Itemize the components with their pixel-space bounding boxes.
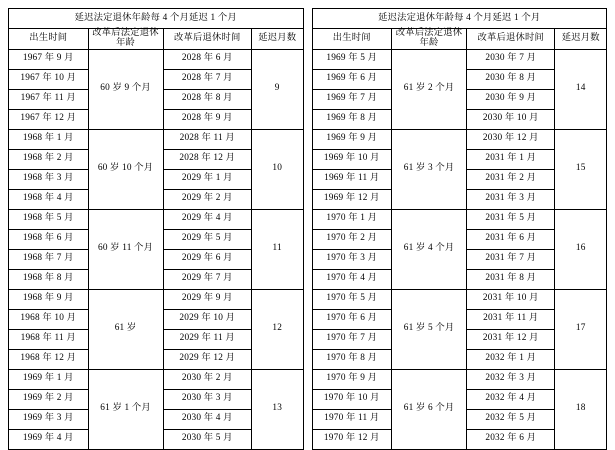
birth-date-cell: 1968 年 9 月 bbox=[9, 289, 89, 309]
table-body-right bbox=[312, 9, 607, 450]
retirement-schedule-table-right bbox=[312, 8, 608, 450]
table-title-row bbox=[9, 9, 304, 29]
retirement-schedule-table-left bbox=[8, 8, 304, 450]
retirement-age-cell: 60 岁 11 个月 bbox=[88, 209, 163, 289]
column-header: 改革后退休时间 bbox=[467, 29, 555, 50]
birth-date-cell: 1970 年 12 月 bbox=[312, 429, 392, 449]
retirement-date-cell: 2031 年 7 月 bbox=[467, 249, 555, 269]
column-header: 改革后退休时间 bbox=[163, 29, 251, 50]
table-row bbox=[9, 369, 304, 389]
delay-months-cell: 16 bbox=[555, 209, 607, 289]
retirement-date-cell: 2029 年 11 月 bbox=[163, 329, 251, 349]
birth-date-cell: 1970 年 11 月 bbox=[312, 409, 392, 429]
delay-months-cell: 17 bbox=[555, 289, 607, 369]
table-row bbox=[9, 49, 304, 69]
retirement-age-cell: 61 岁 3 个月 bbox=[392, 129, 467, 209]
delay-months-cell: 15 bbox=[555, 129, 607, 209]
delay-months-cell: 18 bbox=[555, 369, 607, 449]
table-body-left bbox=[9, 9, 304, 450]
delay-months-cell: 12 bbox=[251, 289, 303, 369]
birth-date-cell: 1967 年 10 月 bbox=[9, 69, 89, 89]
birth-date-cell: 1969 年 3 月 bbox=[9, 409, 89, 429]
delay-months-cell: 14 bbox=[555, 49, 607, 129]
birth-date-cell: 1968 年 10 月 bbox=[9, 309, 89, 329]
retirement-date-cell: 2028 年 11 月 bbox=[163, 129, 251, 149]
retirement-age-cell: 61 岁 6 个月 bbox=[392, 369, 467, 449]
delay-months-cell: 13 bbox=[251, 369, 303, 449]
birth-date-cell: 1969 年 10 月 bbox=[312, 149, 392, 169]
table-row bbox=[9, 289, 304, 309]
birth-date-cell: 1969 年 1 月 bbox=[9, 369, 89, 389]
retirement-date-cell: 2029 年 7 月 bbox=[163, 269, 251, 289]
birth-date-cell: 1969 年 8 月 bbox=[312, 109, 392, 129]
retirement-date-cell: 2032 年 1 月 bbox=[467, 349, 555, 369]
retirement-date-cell: 2031 年 3 月 bbox=[467, 189, 555, 209]
schedule-table-left-wrapper bbox=[8, 8, 304, 444]
table-row bbox=[312, 209, 607, 229]
birth-date-cell: 1970 年 6 月 bbox=[312, 309, 392, 329]
retirement-date-cell: 2030 年 10 月 bbox=[467, 109, 555, 129]
column-header: 延迟月数 bbox=[251, 29, 303, 50]
retirement-date-cell: 2029 年 4 月 bbox=[163, 209, 251, 229]
retirement-date-cell: 2032 年 4 月 bbox=[467, 389, 555, 409]
birth-date-cell: 1970 年 3 月 bbox=[312, 249, 392, 269]
birth-date-cell: 1970 年 7 月 bbox=[312, 329, 392, 349]
retirement-date-cell: 2030 年 2 月 bbox=[163, 369, 251, 389]
retirement-date-cell: 2030 年 3 月 bbox=[163, 389, 251, 409]
birth-date-cell: 1969 年 6 月 bbox=[312, 69, 392, 89]
birth-date-cell: 1969 年 5 月 bbox=[312, 49, 392, 69]
retirement-date-cell: 2028 年 9 月 bbox=[163, 109, 251, 129]
retirement-date-cell: 2031 年 12 月 bbox=[467, 329, 555, 349]
birth-date-cell: 1970 年 5 月 bbox=[312, 289, 392, 309]
delay-months-cell: 10 bbox=[251, 129, 303, 209]
delay-months-cell: 9 bbox=[251, 49, 303, 129]
retirement-age-cell: 61 岁 5 个月 bbox=[392, 289, 467, 369]
birth-date-cell: 1969 年 4 月 bbox=[9, 429, 89, 449]
table-title: 延迟法定退休年龄每 4 个月延迟 1 个月 bbox=[312, 9, 607, 29]
retirement-date-cell: 2028 年 12 月 bbox=[163, 149, 251, 169]
table-title-row bbox=[312, 9, 607, 29]
birth-date-cell: 1968 年 4 月 bbox=[9, 189, 89, 209]
table-title: 延迟法定退休年龄每 4 个月延迟 1 个月 bbox=[9, 9, 304, 29]
column-header: 出生时间 bbox=[312, 29, 392, 50]
retirement-date-cell: 2029 年 9 月 bbox=[163, 289, 251, 309]
table-row bbox=[312, 129, 607, 149]
birth-date-cell: 1968 年 6 月 bbox=[9, 229, 89, 249]
column-header: 出生时间 bbox=[9, 29, 89, 50]
birth-date-cell: 1968 年 7 月 bbox=[9, 249, 89, 269]
column-header: 延迟月数 bbox=[555, 29, 607, 50]
birth-date-cell: 1970 年 1 月 bbox=[312, 209, 392, 229]
retirement-age-cell: 61 岁 2 个月 bbox=[392, 49, 467, 129]
table-header-row bbox=[312, 29, 607, 50]
retirement-date-cell: 2029 年 12 月 bbox=[163, 349, 251, 369]
retirement-date-cell: 2028 年 8 月 bbox=[163, 89, 251, 109]
retirement-date-cell: 2030 年 7 月 bbox=[467, 49, 555, 69]
retirement-date-cell: 2030 年 4 月 bbox=[163, 409, 251, 429]
table-row bbox=[312, 49, 607, 69]
birth-date-cell: 1970 年 10 月 bbox=[312, 389, 392, 409]
birth-date-cell: 1968 年 12 月 bbox=[9, 349, 89, 369]
birth-date-cell: 1967 年 12 月 bbox=[9, 109, 89, 129]
retirement-date-cell: 2031 年 8 月 bbox=[467, 269, 555, 289]
table-row bbox=[312, 289, 607, 309]
schedule-table-right-wrapper bbox=[312, 8, 608, 444]
column-header: 改革后法定退休年龄 bbox=[392, 29, 467, 50]
retirement-date-cell: 2030 年 12 月 bbox=[467, 129, 555, 149]
retirement-age-cell: 61 岁 bbox=[88, 289, 163, 369]
retirement-date-cell: 2029 年 10 月 bbox=[163, 309, 251, 329]
retirement-date-cell: 2029 年 1 月 bbox=[163, 169, 251, 189]
retirement-age-cell: 61 岁 1 个月 bbox=[88, 369, 163, 449]
birth-date-cell: 1967 年 11 月 bbox=[9, 89, 89, 109]
retirement-date-cell: 2032 年 6 月 bbox=[467, 429, 555, 449]
birth-date-cell: 1968 年 1 月 bbox=[9, 129, 89, 149]
birth-date-cell: 1968 年 3 月 bbox=[9, 169, 89, 189]
table-row bbox=[312, 369, 607, 389]
retirement-date-cell: 2029 年 6 月 bbox=[163, 249, 251, 269]
table-row bbox=[9, 129, 304, 149]
birth-date-cell: 1970 年 2 月 bbox=[312, 229, 392, 249]
birth-date-cell: 1968 年 11 月 bbox=[9, 329, 89, 349]
retirement-age-cell: 60 岁 10 个月 bbox=[88, 129, 163, 209]
birth-date-cell: 1970 年 9 月 bbox=[312, 369, 392, 389]
table-row bbox=[9, 209, 304, 229]
retirement-date-cell: 2030 年 8 月 bbox=[467, 69, 555, 89]
retirement-date-cell: 2031 年 1 月 bbox=[467, 149, 555, 169]
table-header-row bbox=[9, 29, 304, 50]
birth-date-cell: 1968 年 8 月 bbox=[9, 269, 89, 289]
retirement-date-cell: 2031 年 10 月 bbox=[467, 289, 555, 309]
birth-date-cell: 1969 年 2 月 bbox=[9, 389, 89, 409]
birth-date-cell: 1969 年 12 月 bbox=[312, 189, 392, 209]
birth-date-cell: 1970 年 4 月 bbox=[312, 269, 392, 289]
birth-date-cell: 1969 年 7 月 bbox=[312, 89, 392, 109]
retirement-date-cell: 2032 年 3 月 bbox=[467, 369, 555, 389]
birth-date-cell: 1968 年 2 月 bbox=[9, 149, 89, 169]
retirement-date-cell: 2028 年 6 月 bbox=[163, 49, 251, 69]
delay-months-cell: 11 bbox=[251, 209, 303, 289]
retirement-age-cell: 61 岁 4 个月 bbox=[392, 209, 467, 289]
retirement-date-cell: 2030 年 5 月 bbox=[163, 429, 251, 449]
birth-date-cell: 1968 年 5 月 bbox=[9, 209, 89, 229]
retirement-date-cell: 2031 年 11 月 bbox=[467, 309, 555, 329]
birth-date-cell: 1969 年 11 月 bbox=[312, 169, 392, 189]
retirement-date-cell: 2029 年 5 月 bbox=[163, 229, 251, 249]
birth-date-cell: 1967 年 9 月 bbox=[9, 49, 89, 69]
retirement-date-cell: 2030 年 9 月 bbox=[467, 89, 555, 109]
column-header: 改革后法定退休年龄 bbox=[88, 29, 163, 50]
retirement-date-cell: 2032 年 5 月 bbox=[467, 409, 555, 429]
retirement-date-cell: 2031 年 5 月 bbox=[467, 209, 555, 229]
retirement-age-cell: 60 岁 9 个月 bbox=[88, 49, 163, 129]
birth-date-cell: 1969 年 9 月 bbox=[312, 129, 392, 149]
retirement-date-cell: 2031 年 6 月 bbox=[467, 229, 555, 249]
retirement-date-cell: 2028 年 7 月 bbox=[163, 69, 251, 89]
retirement-date-cell: 2029 年 2 月 bbox=[163, 189, 251, 209]
retirement-date-cell: 2031 年 2 月 bbox=[467, 169, 555, 189]
birth-date-cell: 1970 年 8 月 bbox=[312, 349, 392, 369]
